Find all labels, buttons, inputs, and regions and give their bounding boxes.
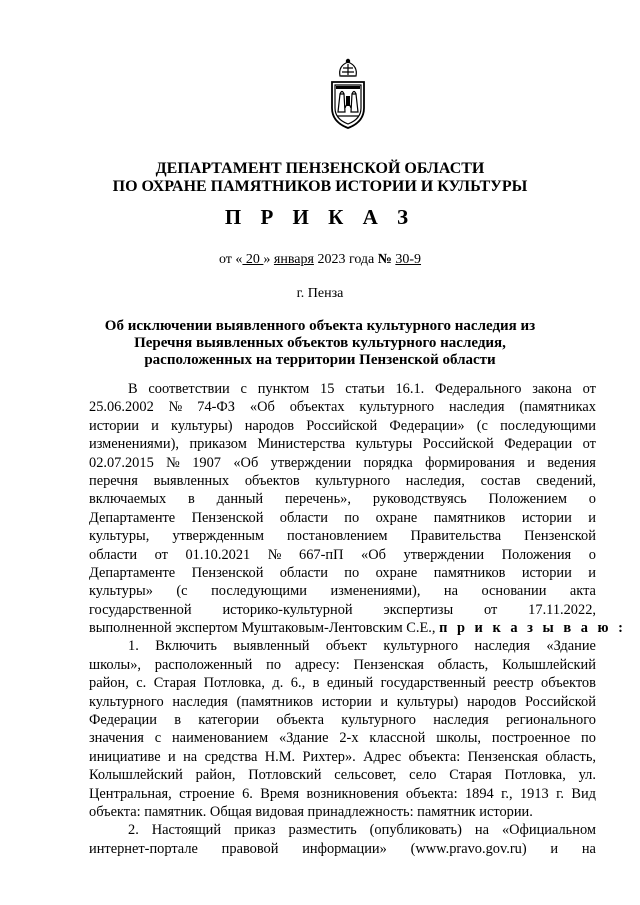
word: культурного <box>383 638 459 655</box>
item-1-last-line: объекта: памятник. Общая видовая принадлежность: памятник истории. <box>89 803 533 820</box>
word: правовой <box>221 840 279 857</box>
text-line <box>89 693 596 711</box>
word: изменениями), <box>89 436 179 453</box>
text-line <box>89 509 596 527</box>
word: Пензенской <box>191 509 264 526</box>
word: школы, <box>436 730 482 747</box>
word: школы», <box>89 656 141 673</box>
word: утверждении <box>270 454 352 471</box>
penza-coat-of-arms-icon <box>324 58 372 132</box>
word: памятников <box>433 509 506 526</box>
word: с <box>154 730 162 747</box>
item-1-paragraph <box>89 637 596 803</box>
word: государственной <box>89 601 192 618</box>
word: район, <box>89 675 129 692</box>
word: Н.М. <box>264 748 296 765</box>
word: категории <box>198 712 260 729</box>
order-date <box>0 252 640 268</box>
order-subject <box>0 318 640 369</box>
word: (опубликовать) <box>369 822 462 839</box>
word: историко-культурной <box>222 601 353 618</box>
word: 667-пП <box>299 546 344 563</box>
word: построенное <box>491 730 571 747</box>
word: объекта: <box>408 748 461 765</box>
word: и <box>588 509 596 526</box>
word: приказ <box>234 822 276 839</box>
text-line <box>89 840 596 858</box>
word: Старая <box>153 675 197 692</box>
text-line <box>89 766 596 784</box>
word: культуры, <box>89 528 150 545</box>
word: сельсовет, <box>334 767 397 784</box>
word: культуры» <box>89 583 153 600</box>
word: акта <box>569 583 596 600</box>
date-year: 2023 года <box>313 252 378 267</box>
word: 6. <box>242 785 253 802</box>
word: утверждении <box>403 546 485 563</box>
word: наследия <box>448 399 505 416</box>
word: Колышлейский <box>89 767 183 784</box>
document-body <box>89 380 626 858</box>
word: Российской <box>525 693 596 710</box>
word: формирования <box>425 454 515 471</box>
order-title: П Р И К А З <box>224 205 416 229</box>
word: Российской <box>422 436 494 453</box>
word: объекта <box>276 712 325 729</box>
word: государственный <box>380 675 486 692</box>
date-month: января <box>273 252 314 267</box>
word: охране <box>375 509 418 526</box>
text-line <box>89 674 596 692</box>
text-line <box>89 601 596 619</box>
subject-line-1: Об исключении выявленного объекта культурного наследия из <box>104 318 536 334</box>
word: (памятниках <box>519 399 596 416</box>
word: Пензенская <box>467 748 539 765</box>
word: «Об <box>249 399 275 416</box>
word: сведений, <box>536 472 596 489</box>
word: от <box>582 381 596 397</box>
word: в <box>174 712 182 729</box>
word: информации» <box>302 840 387 857</box>
word: г. <box>556 785 564 802</box>
word: г., <box>501 785 513 802</box>
word: по <box>581 730 596 747</box>
word: с. <box>136 675 147 692</box>
word: Пензенской <box>191 564 264 581</box>
word: пунктом <box>257 381 310 397</box>
word: данный <box>216 491 264 508</box>
text-line <box>89 564 596 582</box>
word: перечня <box>89 472 138 489</box>
word: д. <box>272 675 284 692</box>
word: № <box>166 454 180 471</box>
word: истории <box>521 509 572 526</box>
word: по <box>344 509 360 526</box>
word: и <box>527 454 535 471</box>
word: Потловка, <box>203 675 265 692</box>
word: 2-х <box>339 730 359 747</box>
word: инициативе <box>89 748 161 765</box>
word: ул. <box>578 767 596 784</box>
word: наследия, <box>405 472 465 489</box>
word: Колышлейский <box>502 656 596 673</box>
word: соответствии <box>148 381 230 397</box>
word: народов <box>466 693 517 710</box>
word: Потловка, <box>504 767 566 784</box>
word: постановлением <box>287 528 388 545</box>
word: Правительства <box>410 528 502 545</box>
word: средства <box>204 748 258 765</box>
word: статьи <box>345 381 385 397</box>
word: закона <box>532 381 572 397</box>
text-line <box>89 398 596 416</box>
word: культурного <box>341 712 416 729</box>
word: 1913 <box>519 785 549 802</box>
word: ведения <box>547 454 596 471</box>
order-word: п р и к а з ы в а ю : <box>439 620 626 637</box>
word: 6., <box>290 675 306 692</box>
word: «Официальном <box>501 822 596 839</box>
word: 2. <box>128 822 139 839</box>
word: Федерации» <box>389 417 465 434</box>
word: включаемых <box>89 491 167 508</box>
text-line <box>89 546 596 564</box>
word: (памятников <box>236 693 314 710</box>
word: последующими <box>211 583 307 600</box>
word: 74-ФЗ <box>197 399 236 416</box>
date-prefix: от « <box>218 252 243 267</box>
text-line <box>89 417 596 435</box>
department-line-2: ПО ОХРАНЕ ПАМЯТНИКОВ ИСТОРИИ И КУЛЬТУРЫ <box>112 178 528 195</box>
word: культурного <box>89 693 164 710</box>
word: и <box>168 748 176 765</box>
word: памятников <box>433 564 506 581</box>
item-2-paragraph <box>89 821 596 858</box>
subject-line-2: Перечня выявленных объектов культурного наследия, <box>134 335 506 351</box>
word: области <box>89 546 138 563</box>
word: «Здание <box>278 730 329 747</box>
word: район, <box>195 767 236 784</box>
preamble-paragraph <box>89 380 596 619</box>
word: Адрес <box>363 748 402 765</box>
word: Министерства <box>257 436 346 453</box>
word: объектах <box>289 399 345 416</box>
word: 1. <box>128 638 139 655</box>
word: в <box>188 491 195 508</box>
text-line <box>89 527 596 545</box>
preamble-last-text: выполненной экспертом Муштаковым-Лентовским С.Е., <box>89 620 440 637</box>
word: Настоящий <box>151 822 222 839</box>
word: на <box>581 840 596 857</box>
word: выявленных <box>153 472 230 489</box>
word: охране <box>375 564 418 581</box>
word: область, <box>437 656 489 673</box>
word: Пензенской <box>524 528 596 545</box>
word: Время <box>260 785 300 802</box>
word: народов <box>244 417 295 434</box>
word: изменениями), <box>330 583 421 600</box>
word: значения <box>89 730 144 747</box>
word: № <box>168 399 183 416</box>
word: Рихтер». <box>302 748 356 765</box>
word: 25.06.2002 <box>89 399 154 416</box>
word: 1907 <box>192 454 221 471</box>
word: № <box>267 546 282 563</box>
word: 02.07.2015 <box>89 454 154 471</box>
word: «Об <box>233 454 259 471</box>
text-line <box>89 472 596 490</box>
word: Федерального <box>435 381 522 397</box>
word: в <box>312 675 320 692</box>
word: интернет-портале <box>89 840 198 857</box>
word: (с <box>176 583 188 600</box>
text-line <box>89 490 596 508</box>
word: области <box>279 564 328 581</box>
word: культуры) <box>171 417 233 434</box>
word: Положения <box>501 546 572 563</box>
text-line <box>89 582 596 600</box>
word: культуры <box>355 436 413 453</box>
text-line <box>89 380 596 398</box>
word: «Здание <box>546 638 596 655</box>
word: Вид <box>571 785 596 802</box>
word: руководствуясь <box>372 491 467 508</box>
word: культурного <box>359 399 435 416</box>
word: наследия <box>172 693 228 710</box>
word: адресу: <box>294 656 340 673</box>
word: области <box>279 509 328 526</box>
text-line <box>89 656 596 674</box>
word: и <box>380 693 389 710</box>
department-line-1: ДЕПАРТАМЕНТ ПЕНЗЕНСКОЙ ОБЛАСТИ <box>155 160 485 177</box>
word: объектов <box>244 472 300 489</box>
word: Центральная, <box>89 785 172 802</box>
word: реестр <box>493 675 534 692</box>
text-line <box>89 454 596 472</box>
word: 16.1. <box>395 381 425 397</box>
word: Включить <box>155 638 217 655</box>
word: объекта: <box>405 785 458 802</box>
text-line <box>89 821 596 839</box>
word: разместить <box>288 822 357 839</box>
word: порядка <box>363 454 413 471</box>
word: Федерации <box>504 436 573 453</box>
word: о <box>588 546 596 563</box>
word: утвержденным <box>172 528 264 545</box>
word: на <box>443 583 458 600</box>
text-line <box>89 711 596 729</box>
word: по <box>344 564 360 581</box>
order-number: 30-9 <box>395 252 422 267</box>
word: единый <box>326 675 374 692</box>
word: Пензенская <box>353 656 424 673</box>
word: строение <box>179 785 235 802</box>
word: объектов <box>541 675 596 692</box>
text-line <box>89 748 596 766</box>
date-day: 20 <box>242 252 264 267</box>
word: экспертизы <box>383 601 454 618</box>
word: наименованием <box>171 730 269 747</box>
word: по <box>266 656 282 673</box>
word: от <box>154 546 168 563</box>
date-mid: » <box>263 252 274 267</box>
word: (www.pravo.gov.ru) <box>410 840 527 857</box>
word: культурного <box>315 472 391 489</box>
word: (с <box>476 417 488 434</box>
word: объект <box>325 638 367 655</box>
preamble-last-line <box>89 619 626 637</box>
word: село <box>409 767 437 784</box>
word: состав <box>480 472 521 489</box>
word: В <box>128 381 138 397</box>
word: истории <box>89 417 139 434</box>
subject-line-3: расположенных на территории Пензенской области <box>144 352 496 368</box>
word: наследия <box>433 712 489 729</box>
word: от <box>484 601 498 618</box>
word: классной <box>369 730 426 747</box>
word: 1894 <box>464 785 494 802</box>
word: возникновения <box>306 785 399 802</box>
word: 15 <box>320 381 335 397</box>
word: «Об <box>361 546 386 563</box>
word: наследия <box>474 638 530 655</box>
text-line <box>89 785 596 803</box>
word: расположенный <box>154 656 253 673</box>
word: о <box>588 491 596 508</box>
word: истории <box>321 693 372 710</box>
word: культуры) <box>396 693 459 710</box>
word: область, <box>545 748 596 765</box>
word: Старая <box>449 767 492 784</box>
order-number-label: № <box>377 252 392 267</box>
word: Департаменте <box>89 564 176 581</box>
word: Российской <box>306 417 378 434</box>
word: Потловский <box>248 767 322 784</box>
word: Федерации <box>89 712 157 729</box>
word: от <box>582 436 596 453</box>
word: Департаменте <box>89 509 176 526</box>
word: Положением <box>488 491 567 508</box>
word: и <box>550 840 559 857</box>
word: перечень», <box>284 491 351 508</box>
word: и <box>151 417 159 434</box>
word: с <box>240 381 247 397</box>
word: на <box>474 822 489 839</box>
word: истории <box>521 564 572 581</box>
word: выявленный <box>233 638 310 655</box>
word: 01.10.2021 <box>185 546 251 563</box>
department-name <box>0 160 640 196</box>
word: регионального <box>505 712 596 729</box>
word: и <box>588 564 596 581</box>
word: последующими <box>500 417 596 434</box>
word: на <box>183 748 198 765</box>
text-line <box>89 435 596 453</box>
city: г. Пенза <box>296 286 344 301</box>
word: приказом <box>189 436 247 453</box>
text-line <box>89 637 596 655</box>
word: основании <box>481 583 547 600</box>
text-line <box>89 729 596 747</box>
word: 17.11.2022, <box>528 601 596 618</box>
